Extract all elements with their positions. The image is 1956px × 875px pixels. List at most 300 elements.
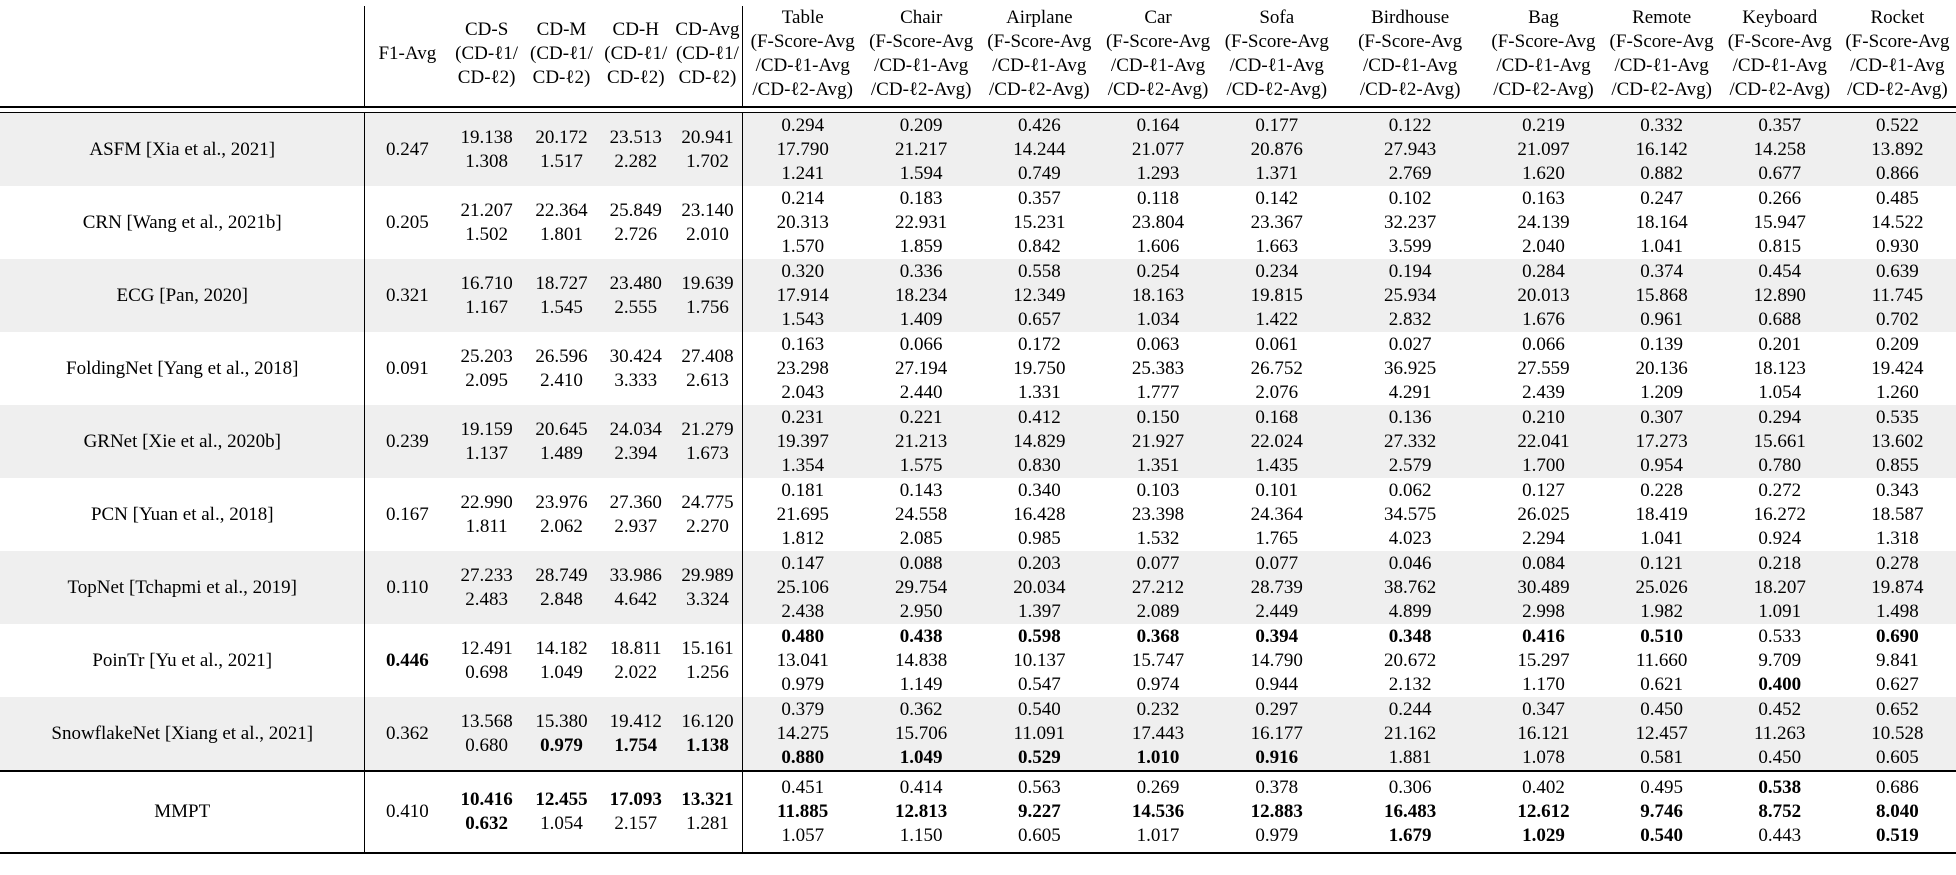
cd-l1-avg-value: 19.815 (1250, 284, 1303, 306)
fscore-value: 0.343 (1876, 479, 1919, 501)
cd-l1-avg-value: 10.528 (1871, 722, 1924, 744)
cd-cell (449, 478, 524, 551)
category-cell (1484, 771, 1602, 853)
header-category-0 (743, 6, 862, 107)
cd-cell (599, 332, 673, 405)
cd-l1-value: 22.990 (460, 491, 513, 513)
cd-l1-value: 27.408 (681, 345, 734, 367)
cd-l2-avg-value: 1.620 (1522, 162, 1565, 184)
header-cd-l1: (CD-ℓ1/ (530, 43, 593, 64)
cd-l1-avg-value: 18.207 (1753, 576, 1806, 598)
header-category-sub: /CD-ℓ1-Avg (1229, 55, 1324, 76)
cd-l1-value: 19.138 (460, 126, 513, 148)
cd-l2-avg-value: 2.294 (1522, 527, 1565, 549)
category-cell (1218, 259, 1336, 332)
cd-l2-avg-value: 3.599 (1388, 235, 1432, 257)
cd-l1-avg-value: 16.121 (1517, 722, 1570, 744)
cd-l2-value: 1.308 (465, 150, 508, 172)
fscore-value: 0.103 (1136, 479, 1180, 501)
cd-l2-avg-value: 1.054 (1758, 381, 1802, 403)
cd-l2-avg-value: 0.657 (1017, 308, 1061, 330)
fscore-value: 0.101 (1255, 479, 1299, 501)
cd-l1-avg-value: 22.041 (1517, 430, 1570, 452)
cd-l1-avg-value: 23.804 (1131, 211, 1185, 233)
cd-l1-avg-value: 8.752 (1758, 801, 1802, 822)
header-category-sub: /CD-ℓ1-Avg (1614, 55, 1709, 76)
cd-l2-avg-value: 1.594 (899, 162, 943, 184)
cd-l2-avg-value: 1.812 (781, 527, 825, 549)
method-cell (0, 624, 365, 697)
fscore-value: 0.046 (1388, 552, 1432, 574)
fscore-value: 0.452 (1758, 698, 1802, 720)
header-category-6 (1484, 6, 1602, 107)
category-cell (1484, 259, 1602, 332)
table-row (0, 405, 1956, 478)
category-cell (862, 332, 980, 405)
header-category-sub: /CD-ℓ2-Avg) (752, 79, 853, 100)
fscore-value: 0.652 (1876, 698, 1919, 720)
header-category-3 (1098, 6, 1217, 107)
fscore-value: 0.164 (1136, 114, 1180, 136)
method-cell (0, 697, 365, 771)
category-cell (862, 697, 980, 771)
fscore-value: 0.426 (1017, 114, 1061, 136)
cd-l2-avg-value: 1.397 (1017, 600, 1061, 622)
category-cell (1336, 113, 1485, 187)
fscore-value: 0.143 (899, 479, 943, 501)
f1-value: 0.091 (385, 357, 429, 379)
cd-l2-avg-value: 1.170 (1522, 673, 1565, 695)
cd-l1-value: 22.364 (535, 199, 588, 221)
cd-l2-value: 0.979 (540, 734, 583, 756)
header-category-sub: /CD-ℓ2-Avg) (1226, 79, 1328, 100)
cd-l2-value: 1.256 (686, 661, 729, 683)
cd-l1-value: 13.321 (681, 789, 734, 810)
cd-cell (599, 259, 673, 332)
method-name: CRN [Wang et al., 2021b] (82, 211, 282, 233)
category-cell (980, 697, 1098, 771)
method-cell (0, 332, 365, 405)
category-cell (1098, 259, 1217, 332)
cd-l1-avg-value: 18.123 (1753, 357, 1806, 379)
cd-l2-avg-value: 0.924 (1758, 527, 1802, 549)
f1-cell (365, 478, 449, 551)
cd-l2-value: 1.702 (686, 150, 729, 172)
cd-cell (673, 771, 743, 853)
header-cd-name: CD-M (536, 19, 587, 40)
header-category-sub: (F-Score-Avg (1224, 31, 1329, 52)
cd-cell (524, 332, 599, 405)
cd-l2-avg-value: 2.439 (1522, 381, 1565, 403)
category-cell (1603, 771, 1721, 853)
cd-l2-value: 1.138 (686, 734, 729, 756)
cd-l1-avg-value: 34.575 (1384, 503, 1437, 525)
header-cd-l2: CD-ℓ2) (457, 67, 516, 88)
header-method (0, 6, 365, 107)
cd-l1-avg-value: 21.695 (776, 503, 829, 525)
header-category-sub: /CD-ℓ1-Avg (874, 55, 969, 76)
fscore-value: 0.402 (1522, 777, 1565, 798)
cd-l2-value: 0.698 (465, 661, 508, 683)
fscore-value: 0.378 (1255, 777, 1299, 798)
cd-l2-value: 2.613 (686, 369, 729, 391)
fscore-value: 0.510 (1640, 625, 1683, 647)
cd-l1-value: 29.989 (681, 564, 734, 586)
category-cell (1839, 697, 1956, 771)
fscore-value: 0.454 (1758, 260, 1802, 282)
cd-l1-avg-value: 11.745 (1871, 284, 1924, 306)
fscore-value: 0.362 (899, 698, 943, 720)
fscore-value: 0.232 (1136, 698, 1180, 720)
cd-l2-avg-value: 0.605 (1017, 825, 1061, 846)
header-category-sub: (F-Score-Avg (1727, 31, 1832, 52)
fscore-value: 0.027 (1388, 333, 1432, 355)
cd-l2-value: 1.756 (686, 296, 729, 318)
f1-cell (365, 697, 449, 771)
cd-l2-value: 1.754 (614, 734, 658, 756)
cd-l2-avg-value: 1.260 (1876, 381, 1919, 403)
f1-cell (365, 113, 449, 187)
cd-cell (524, 113, 599, 187)
cd-l2-avg-value: 2.950 (899, 600, 943, 622)
cd-l1-avg-value: 18.419 (1635, 503, 1688, 525)
cd-l2-avg-value: 1.676 (1522, 308, 1565, 330)
category-cell (1839, 186, 1956, 259)
method-name: SnowflakeNet [Xiang et al., 2021] (51, 722, 314, 744)
header-category-sub: (F-Score-Avg (1845, 31, 1950, 52)
cd-l1-avg-value: 26.025 (1517, 503, 1570, 525)
header-cd-l2: CD-ℓ2) (532, 67, 591, 88)
method-name: GRNet [Xie et al., 2020b] (83, 430, 281, 452)
cd-l1-value: 21.207 (460, 199, 513, 221)
fscore-value: 0.451 (781, 777, 825, 798)
cd-l2-value: 1.137 (465, 442, 508, 464)
cd-l1-avg-value: 13.041 (776, 649, 829, 671)
category-cell (1721, 405, 1839, 478)
cd-l2-avg-value: 2.449 (1255, 600, 1299, 622)
category-cell (1839, 259, 1956, 332)
fscore-value: 0.218 (1758, 552, 1802, 574)
cd-l1-avg-value: 17.273 (1635, 430, 1688, 452)
cd-l1-avg-value: 22.024 (1250, 430, 1303, 452)
header-category-sub: (F-Score-Avg (1609, 31, 1714, 52)
category-cell (862, 405, 980, 478)
cd-cell (599, 478, 673, 551)
method-name: PCN [Yuan et al., 2018] (90, 503, 274, 525)
cd-l2-avg-value: 0.400 (1758, 673, 1802, 695)
category-cell (1839, 405, 1956, 478)
cd-cell (524, 259, 599, 332)
cd-l1-value: 20.172 (535, 126, 588, 148)
cd-l2-avg-value: 0.443 (1758, 825, 1802, 846)
cd-l1-avg-value: 15.231 (1013, 211, 1066, 233)
cd-cell (524, 551, 599, 624)
category-cell (980, 186, 1098, 259)
cd-l2-avg-value: 0.780 (1758, 454, 1802, 476)
cd-l2-avg-value: 0.540 (1640, 825, 1683, 846)
category-cell (1721, 113, 1839, 187)
cd-l2-avg-value: 1.354 (781, 454, 825, 476)
category-cell (1603, 551, 1721, 624)
fscore-value: 0.284 (1522, 260, 1565, 282)
header-category-name: Car (1144, 7, 1172, 28)
cd-l1-value: 16.710 (460, 272, 513, 294)
fscore-value: 0.102 (1388, 187, 1432, 209)
fscore-value: 0.172 (1017, 333, 1061, 355)
cd-cell (449, 113, 524, 187)
category-cell (1721, 624, 1839, 697)
category-cell (1484, 697, 1602, 771)
cd-l2-avg-value: 2.132 (1388, 673, 1432, 695)
fscore-value: 0.118 (1137, 187, 1180, 209)
fscore-value: 0.394 (1255, 625, 1299, 647)
cd-l2-value: 1.517 (540, 150, 583, 172)
cd-l2-avg-value: 4.291 (1388, 381, 1432, 403)
cd-l2-avg-value: 0.961 (1640, 308, 1683, 330)
cd-l2-value: 4.642 (614, 588, 658, 610)
fscore-value: 0.084 (1522, 552, 1565, 574)
fscore-value: 0.210 (1522, 406, 1565, 428)
cd-l1-avg-value: 20.313 (776, 211, 829, 233)
fscore-value: 0.538 (1758, 777, 1802, 798)
fscore-value: 0.168 (1255, 406, 1299, 428)
table-row (0, 551, 1956, 624)
cd-l1-avg-value: 14.258 (1753, 138, 1806, 160)
category-cell (1484, 478, 1602, 551)
cd-l2-avg-value: 0.974 (1136, 673, 1180, 695)
cd-l1-avg-value: 36.925 (1384, 357, 1437, 379)
cd-l2-avg-value: 1.209 (1640, 381, 1683, 403)
cd-l2-avg-value: 1.679 (1388, 825, 1432, 846)
header-f1 (365, 6, 449, 107)
cd-l2-value: 1.673 (686, 442, 729, 464)
table-header (0, 6, 1956, 107)
cd-l1-value: 17.093 (609, 789, 662, 810)
cd-cell (599, 551, 673, 624)
method-name: PoinTr [Yu et al., 2021] (92, 649, 273, 671)
category-cell (1721, 186, 1839, 259)
fscore-value: 0.297 (1255, 698, 1299, 720)
cd-l1-avg-value: 23.298 (776, 357, 829, 379)
cd-cell (673, 186, 743, 259)
category-cell (862, 478, 980, 551)
category-cell (743, 405, 862, 478)
cd-l2-avg-value: 0.688 (1758, 308, 1802, 330)
table-row (0, 259, 1956, 332)
cd-l2-avg-value: 1.409 (899, 308, 943, 330)
fscore-value: 0.234 (1255, 260, 1299, 282)
cd-l1-avg-value: 18.587 (1871, 503, 1924, 525)
cd-l1-avg-value: 21.217 (895, 138, 948, 160)
category-cell (980, 405, 1098, 478)
fscore-value: 0.063 (1136, 333, 1180, 355)
header-category-sub: /CD-ℓ2-Avg) (1847, 79, 1948, 100)
cd-l1-avg-value: 14.522 (1871, 211, 1924, 233)
category-cell (1603, 259, 1721, 332)
cd-l2-avg-value: 0.547 (1017, 673, 1061, 695)
cd-l1-avg-value: 15.747 (1131, 649, 1185, 671)
table-row (0, 332, 1956, 405)
fscore-value: 0.136 (1388, 406, 1432, 428)
cd-l1-avg-value: 16.142 (1635, 138, 1688, 160)
cd-l2-value: 1.167 (465, 296, 508, 318)
category-cell (1484, 405, 1602, 478)
cd-l1-avg-value: 9.841 (1876, 649, 1919, 671)
cd-l1-avg-value: 28.739 (1250, 576, 1303, 598)
cd-l1-value: 25.849 (609, 199, 662, 221)
cd-l1-avg-value: 17.443 (1131, 722, 1185, 744)
cd-l1-avg-value: 12.349 (1013, 284, 1066, 306)
category-cell (1336, 259, 1485, 332)
fscore-value: 0.598 (1017, 625, 1061, 647)
header-category-name: Chair (900, 7, 943, 28)
cd-l1-avg-value: 32.237 (1384, 211, 1437, 233)
cd-l2-avg-value: 1.700 (1522, 454, 1565, 476)
category-cell (1484, 113, 1602, 187)
category-cell (1098, 697, 1217, 771)
method-name: TopNet [Tchapmi et al., 2019] (67, 576, 297, 598)
cd-l1-avg-value: 11.091 (1013, 722, 1066, 744)
category-cell (1603, 186, 1721, 259)
cd-l1-value: 13.568 (460, 710, 513, 732)
header-category-2 (980, 6, 1098, 107)
fscore-value: 0.266 (1758, 187, 1802, 209)
cd-l1-value: 27.360 (609, 491, 662, 513)
category-cell (862, 113, 980, 187)
cd-l2-avg-value: 1.150 (899, 825, 943, 846)
category-cell (1218, 332, 1336, 405)
cd-l2-avg-value: 2.089 (1136, 600, 1180, 622)
cd-cell (449, 771, 524, 853)
cd-l1-avg-value: 23.367 (1250, 211, 1303, 233)
fscore-value: 0.231 (781, 406, 825, 428)
header-category-sub: /CD-ℓ2-Avg) (1359, 79, 1461, 100)
fscore-value: 0.533 (1758, 625, 1802, 647)
fscore-value: 0.558 (1017, 260, 1061, 282)
cd-l1-avg-value: 26.752 (1250, 357, 1303, 379)
fscore-value: 0.254 (1136, 260, 1180, 282)
cd-l2-avg-value: 0.605 (1876, 746, 1919, 768)
table-row (0, 113, 1956, 187)
category-cell (1098, 478, 1217, 551)
f1-cell (365, 332, 449, 405)
cd-cell (524, 697, 599, 771)
cd-l2-avg-value: 1.041 (1640, 527, 1683, 549)
cd-l2-avg-value: 1.777 (1136, 381, 1180, 403)
header-category-sub: (F-Score-Avg (1358, 31, 1463, 52)
fscore-value: 0.183 (899, 187, 943, 209)
cd-l2-avg-value: 0.581 (1640, 746, 1683, 768)
cd-l2-avg-value: 0.944 (1255, 673, 1299, 695)
header-category-name: Bag (1528, 7, 1559, 28)
header-category-sub: /CD-ℓ2-Avg) (1729, 79, 1831, 100)
fscore-value: 0.181 (781, 479, 825, 501)
cd-l1-avg-value: 23.398 (1131, 503, 1185, 525)
cd-l2-avg-value: 1.078 (1522, 746, 1565, 768)
cd-l1-avg-value: 14.536 (1131, 801, 1185, 822)
header-cd-l2: CD-ℓ2) (606, 67, 665, 88)
fscore-value: 0.414 (899, 777, 943, 798)
category-cell (1839, 551, 1956, 624)
header-cd-0 (449, 6, 524, 107)
cd-l1-value: 18.811 (609, 637, 662, 659)
cd-cell (449, 697, 524, 771)
category-cell (1218, 771, 1336, 853)
fscore-value: 0.690 (1876, 625, 1919, 647)
cd-l2-value: 1.502 (465, 223, 508, 245)
cd-l2-avg-value: 1.765 (1255, 527, 1299, 549)
method-name: MMPT (154, 801, 211, 822)
fscore-value: 0.122 (1388, 114, 1432, 136)
f1-value: 0.239 (385, 430, 429, 452)
category-cell (1336, 332, 1485, 405)
cd-l2-value: 2.394 (614, 442, 658, 464)
cd-l1-value: 21.279 (681, 418, 734, 440)
category-cell (1603, 405, 1721, 478)
cd-l2-avg-value: 1.049 (899, 746, 943, 768)
cd-l1-avg-value: 15.947 (1753, 211, 1806, 233)
fscore-value: 0.522 (1876, 114, 1919, 136)
cd-cell (449, 405, 524, 478)
cd-l1-value: 20.941 (681, 126, 734, 148)
cd-l1-avg-value: 19.424 (1871, 357, 1924, 379)
cd-l1-avg-value: 12.612 (1517, 801, 1570, 822)
cd-l1-value: 20.645 (535, 418, 588, 440)
fscore-value: 0.139 (1640, 333, 1683, 355)
cd-l1-value: 30.424 (609, 345, 662, 367)
cd-l2-avg-value: 1.575 (899, 454, 943, 476)
category-cell (1098, 405, 1217, 478)
header-cd-l1: (CD-ℓ1/ (455, 43, 519, 64)
cd-cell (599, 624, 673, 697)
fscore-value: 0.121 (1640, 552, 1683, 574)
cd-l1-avg-value: 27.559 (1517, 357, 1570, 379)
table-row (0, 697, 1956, 771)
cd-l2-avg-value: 2.579 (1388, 454, 1432, 476)
cd-l1-avg-value: 18.164 (1635, 211, 1688, 233)
cd-l2-value: 2.062 (540, 515, 583, 537)
cd-l2-avg-value: 0.979 (781, 673, 825, 695)
cd-l1-avg-value: 9.709 (1758, 649, 1802, 671)
table-row (0, 771, 1956, 853)
cd-l1-avg-value: 38.762 (1384, 576, 1437, 598)
category-cell (743, 697, 862, 771)
cd-l1-avg-value: 12.813 (895, 801, 948, 822)
fscore-value: 0.320 (781, 260, 825, 282)
cd-l1-avg-value: 11.885 (777, 801, 829, 822)
cd-cell (673, 332, 743, 405)
cd-l1-value: 23.513 (609, 126, 662, 148)
cd-l2-avg-value: 1.498 (1876, 600, 1919, 622)
header-category-sub: (F-Score-Avg (750, 31, 855, 52)
category-cell (862, 551, 980, 624)
fscore-value: 0.194 (1388, 260, 1432, 282)
fscore-value: 0.142 (1255, 187, 1299, 209)
cd-l1-avg-value: 15.661 (1753, 430, 1806, 452)
fscore-value: 0.412 (1017, 406, 1061, 428)
cd-cell (673, 551, 743, 624)
cd-l2-value: 2.095 (465, 369, 508, 391)
cd-l2-avg-value: 4.899 (1388, 600, 1432, 622)
cd-cell (599, 113, 673, 187)
cd-l1-value: 15.380 (535, 710, 588, 732)
header-cd-name: CD-H (612, 19, 659, 40)
cd-l1-value: 19.412 (609, 710, 662, 732)
cd-l2-avg-value: 0.954 (1640, 454, 1683, 476)
cd-cell (673, 405, 743, 478)
category-cell (980, 551, 1098, 624)
cd-l1-avg-value: 8.040 (1876, 801, 1919, 822)
